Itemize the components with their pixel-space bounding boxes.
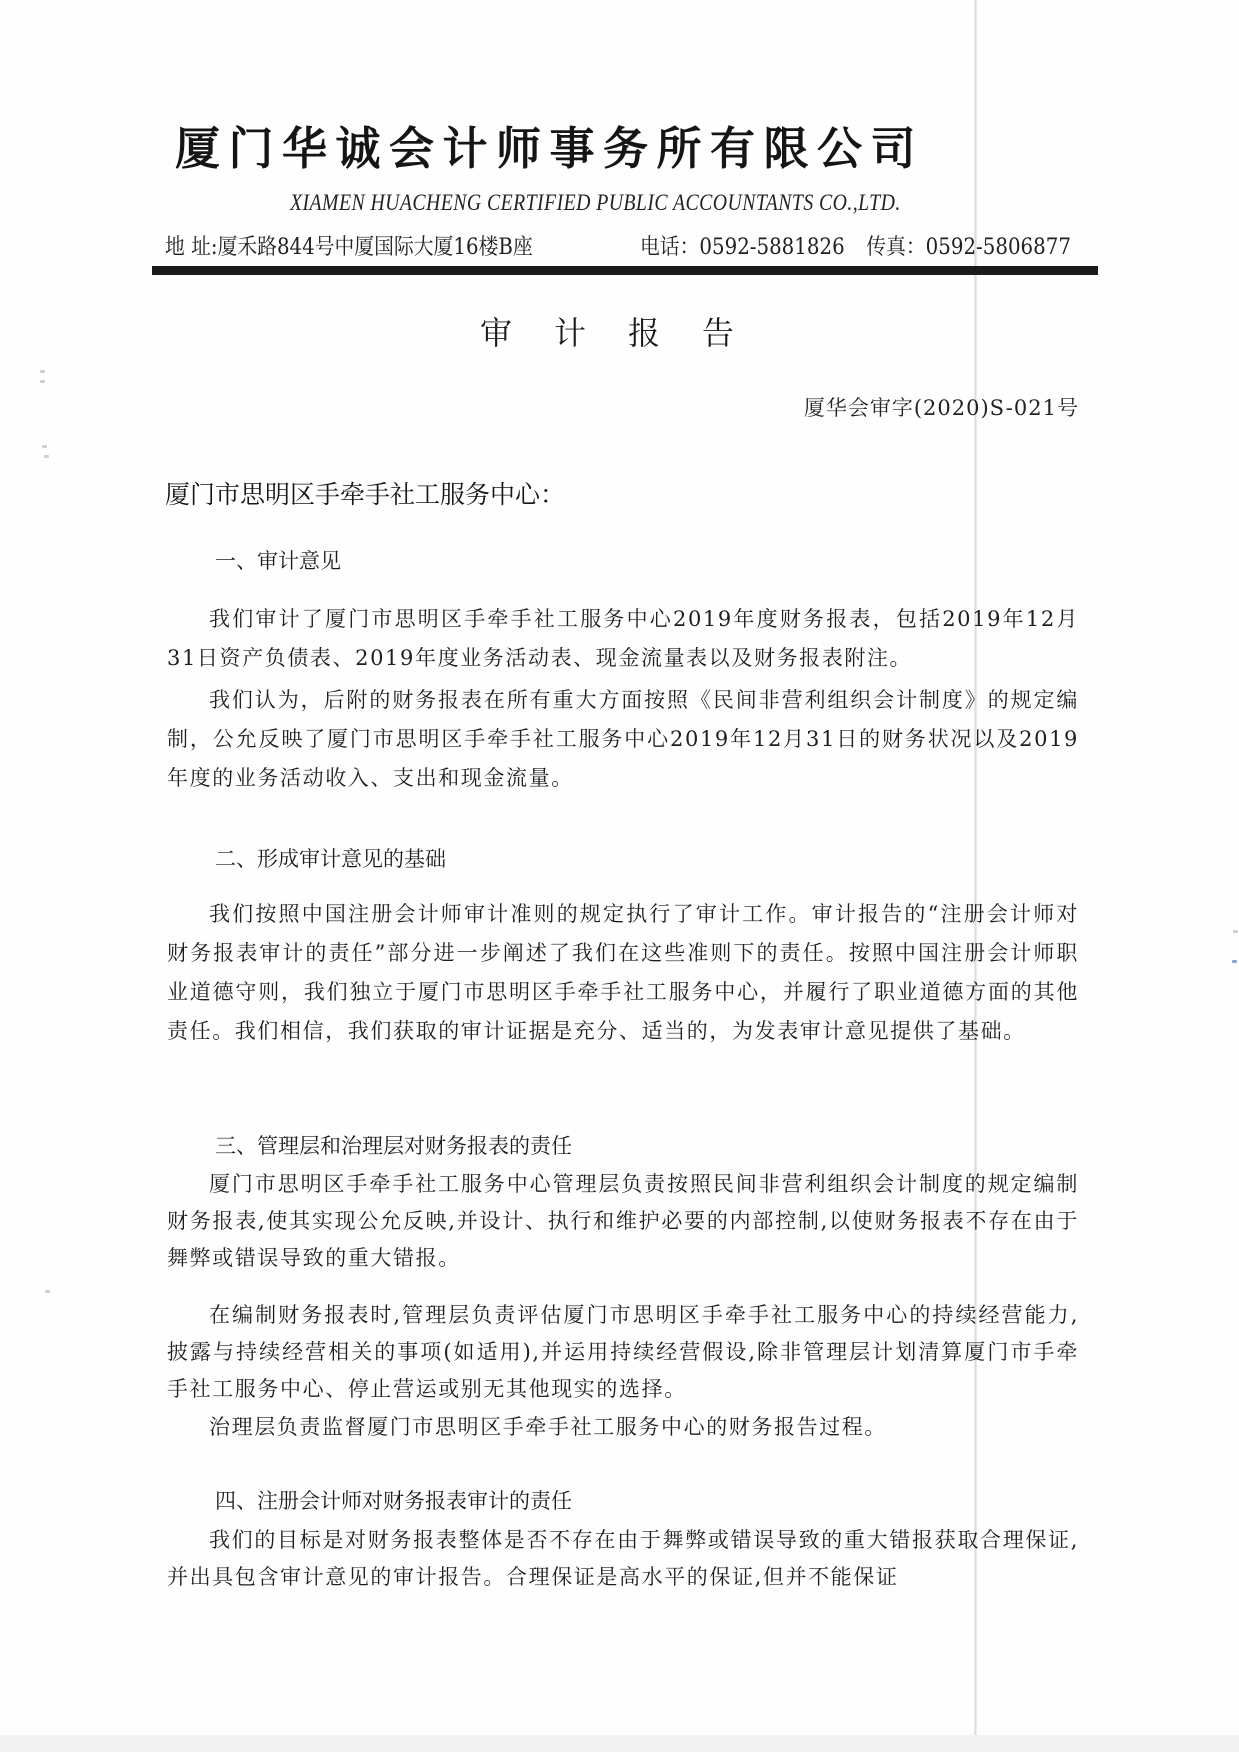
letterhead-divider bbox=[152, 266, 1098, 275]
paragraph: 在编制财务报表时,管理层负责评估厦门市思明区手牵手社工服务中心的持续经营能力,披露与持续经营相关的事项(如适用),并运用持续经营假设,除非管理层计划清算厦门市手牵手社工服务中心、停止营运或别无其他现实的选择。 bbox=[167, 1303, 1079, 1401]
company-address: 地 址:厦禾路844号中厦国际大厦16楼B座 bbox=[165, 235, 533, 260]
scan-speck bbox=[42, 445, 47, 448]
section-heading: 三、管理层和治理层对财务报表的责任 bbox=[215, 1134, 572, 1158]
company-name-en: XIAMEN HUACHENG CERTIFIED PUBLIC ACCOUNTANTS CO.,LTD. bbox=[290, 190, 901, 215]
paragraph: 治理层负责监督厦门市思明区手牵手社工服务中心的财务报告过程。 bbox=[209, 1415, 887, 1439]
company-fax: 传真：0592-5806877 bbox=[866, 235, 1071, 260]
report-number: 厦华会审字(2020)S-021号 bbox=[803, 396, 1079, 420]
section-heading: 四、注册会计师对财务报表审计的责任 bbox=[215, 1489, 572, 1513]
scan-speck bbox=[40, 380, 45, 383]
page-bottom-edge bbox=[0, 1735, 1239, 1752]
scan-speck bbox=[44, 455, 49, 458]
report-addressee: 厦门市思明区手牵手社工服务中心： bbox=[165, 480, 566, 509]
scan-speck bbox=[1233, 930, 1238, 933]
section-heading: 一、审计意见 bbox=[215, 549, 341, 573]
scan-speck bbox=[1232, 960, 1237, 963]
paragraph: 我们按照中国注册会计师审计准则的规定执行了审计工作。审计报告的“注册会计师对财务报表审计的责任”部分进一步阐述了我们在这些准则下的责任。按照中国注册会计师职业道德守则，我们独立于厦门市思明区手牵手社工服务中心，并履行了职业道德方面的其他责任。我们相信，我们获取的审计证据是充分、适当的，为发表审计意见提供了基础。 bbox=[167, 902, 1079, 1043]
paragraph: 我们认为，后附的财务报表在所有重大方面按照《民间非营利组织会计制度》的规定编制，公允反映了厦门市思明区手牵手社工服务中心2019年12月31日的财务状况以及2019年度的业务活动收入、支出和现金流量。 bbox=[167, 688, 1079, 790]
section-heading: 二、形成审计意见的基础 bbox=[215, 847, 446, 871]
report-title: 审计报告 bbox=[480, 314, 777, 352]
company-name-cn: 厦门华诚会计师事务所有限公司 bbox=[175, 122, 925, 175]
scan-speck bbox=[40, 370, 45, 373]
paragraph: 我们的目标是对财务报表整体是否不存在由于舞弊或错误导致的重大错报获取合理保证,并出具包含审计意见的审计报告。合理保证是高水平的保证,但并不能保证 bbox=[167, 1528, 1079, 1589]
scan-speck bbox=[45, 1290, 50, 1293]
paragraph: 我们审计了厦门市思明区手牵手社工服务中心2019年度财务报表，包括2019年12月31日资产负债表、2019年度业务活动表、现金流量表以及财务报表附注。 bbox=[167, 607, 1079, 670]
paragraph: 厦门市思明区手牵手社工服务中心管理层负责按照民间非营利组织会计制度的规定编制财务报表,使其实现公允反映,并设计、执行和维护必要的内部控制,以使财务报表不存在由于舞弊或错误导致的重大错报。 bbox=[167, 1172, 1079, 1270]
company-phone: 电话：0592-5881826 bbox=[640, 235, 845, 260]
company-contact bbox=[640, 230, 1071, 261]
